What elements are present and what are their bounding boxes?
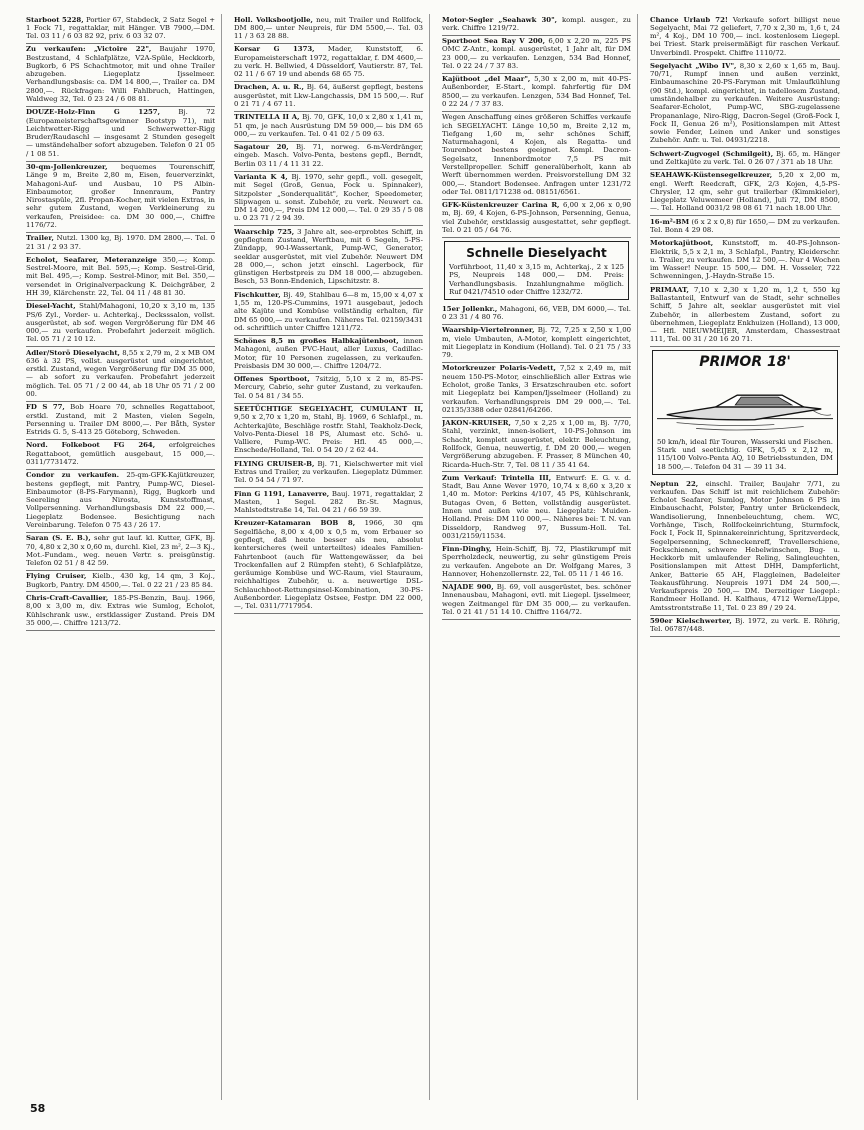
ad-text: Bob Hoare 70, schnelles Regattaboot, erstkl. Zustand, mit 2 Masten, vielen Segeln, Persenning u. Trailer DM 8000,—. Per Båth, Syster Estrids G. 5, S-413 25 Göteborg, Schweden. bbox=[26, 403, 215, 437]
classified-ad bbox=[442, 303, 631, 325]
ad-headline: Diesel-Yacht, bbox=[26, 302, 76, 311]
column-4 bbox=[650, 14, 846, 1100]
ad-text: Baujahr 1970, Bestzustand, 4 Schlafplätze, V2A-Spüle, Heckkorb, Bugkorb, 6 PS Schachtmotor, mit und ohne Trailer abzugeben. Liegeplatz Ijsselmeer. Verhandlungsbasis: ca. DM 14 800,—, Trailer ca. DM 2800,—. Rückfragen: Willi Fahlbruch, Hattingen, Waldweg 32, Tel. 0 23 24 / 6 08 81. bbox=[26, 45, 215, 104]
boxed-ad-title: PRIMOR 18' bbox=[699, 354, 791, 371]
ad-text: (6 x 2 x 0,8) für 1650,— DM zu verkaufen. Tel. Bonn 4 29 08. bbox=[650, 217, 840, 234]
ad-headline: Drachen, A. u. R., bbox=[234, 83, 304, 92]
ad-headline: Neptun 22, bbox=[650, 479, 699, 488]
boxed-ad-schnelle-dieselyacht bbox=[444, 241, 629, 301]
ad-headline: FD S 77, bbox=[26, 403, 65, 412]
ad-text: Kielb., 430 kg, 14 qm, 3 Koj., Bugkorb, Pantry. DM 4500,—. Tel. 0 22 21 / 23 85 84. bbox=[26, 572, 215, 589]
ad-headline: Motorkreuzer Polaris-Vedett, bbox=[442, 364, 556, 373]
classified-ad bbox=[234, 82, 423, 112]
ad-headline: Finn-Dinghy, bbox=[442, 545, 492, 554]
ad-text: bequemes Tourenschiff, Länge 9 m, Breite 2,80 m, Eisen, feuerverzinkt, Mahagoni-Auf- und Ausbau, 10 PS Albin-Einbaumotor, großer Innenraum, Pantry Nirostaspüle, 2fl. Propan-Kocher, mit vielen Extras, in sehr gutem Zustand, wegen Verkleinerung zu verkaufen, Preisidee: ca. DM 30 000,—, Chiffre 1176/72. bbox=[26, 163, 215, 229]
ad-text: 8,55 x 2,79 m, 2 x MB OM 636 à 32 PS, vollst. ausgerüstet und eingerichtet, erstkl. Zustand, wegen Vergrößerung für DM 35 000,— ab sofort zu verkaufen. Probefahrt jederzeit möglich. Tel. 05 71 / 2 00 44, ab 18 Uhr 05 71 / 2 00 00. bbox=[26, 348, 215, 399]
classified-ad bbox=[650, 284, 840, 347]
classified-ad bbox=[234, 226, 423, 289]
classified-ad bbox=[650, 616, 840, 638]
classified-ad bbox=[442, 200, 631, 238]
ad-text: 350,—; Komp. Sestrel-Moore, mit Bel. 595,—; Komp. Sestrel-Grid, mit Bel. 495,—; Komp. Sestrel-Minor, mit Bel. 350,— versendet in Originalverpackung K. Deichgräber, 2 HH 39, Klärchenstr. 22, Tel. 04 11 / 48 81 30. bbox=[26, 255, 215, 297]
ad-text: Bj. 65, m. Hänger und Zeltkajüte zu verk. Tel. 0 26 07 / 371 ab 18 Uhr. bbox=[650, 149, 840, 166]
ad-headline: NAJADE 900, bbox=[442, 583, 494, 592]
ad-text: kompl. ausger., zu verk. Chiffre 1219/72. bbox=[442, 15, 631, 32]
column-2 bbox=[234, 14, 430, 1100]
classified-ad bbox=[442, 544, 631, 582]
ad-text: Bj. 71, norweg. 6-m-Verdränger, eingeb. Masch. Volvo-Penta, bestens gepfl., Berndt, Berlin 03 11 / 4 11 31 22. bbox=[234, 143, 423, 168]
ad-headline: Motor-Segler „Seahawk 30", bbox=[442, 15, 558, 24]
motorboat-illustration-icon bbox=[657, 373, 833, 435]
classified-ad bbox=[442, 325, 631, 363]
ad-headline: 30-qm-Jollenkreuzer, bbox=[26, 163, 108, 171]
ad-text: neu, mit Trailer und Rollfock, DM 800,— unter Neupreis, für DM 5500,—. Tel. 03 11 / 3 63 28 88. bbox=[234, 15, 423, 41]
ad-headline: Saran (S. E. B.), bbox=[26, 534, 91, 543]
ad-text: Wegen Anschaffung eines größeren Schiffes verkaufe ich SEGELYACHT. Länge 10,50 m, Breite 2,12 m, Tiefgang 1,60 m, sehr schönes Schiff, Naturmahagoni, 4 Kojen, als Regatta- und Tourenboot bestens geeignet. Kompl. Dacron-Segelsatz, Innenbordmotor 7,5 PS mit Verstellpropeller. Schiff generalüberholt, kann ab Werft übernommen werden. Preisvorstellung DM 32 000,—. Standort Bodensee. Anfragen unter 1231/72 oder Tel. 0811/171238 od. 08151/6561. bbox=[442, 113, 631, 196]
ad-headline: Waarship-Viertelronner, bbox=[442, 326, 535, 335]
ad-headline: Kreuzer-Katamaran BOB 8, bbox=[234, 519, 356, 528]
ad-headline: 15er Jollenkr., bbox=[442, 304, 498, 313]
ad-headline: SEETÜCHTIGE SEGELYACHT, CUMULANT II, bbox=[234, 405, 423, 414]
ad-text: Bj. 1972, zu verk. E. Röhrig, Tel. 06787/448. bbox=[650, 617, 840, 634]
classified-ad bbox=[234, 142, 423, 172]
classified-ad bbox=[650, 148, 840, 170]
classified-ad bbox=[26, 301, 215, 347]
ad-headline: GFK-Küstenkreuzer Carina R, bbox=[442, 201, 560, 210]
boxed-ad-title: Schnelle Dieselyacht bbox=[466, 245, 607, 260]
ad-headline: Motorkajütboot, bbox=[650, 239, 714, 248]
classified-ad bbox=[234, 172, 423, 227]
ad-text: Stahl/Mahagoni, 10,20 x 3,10 m, 135 PS/6 Zyl., Vorder- u. Achterkaj., Decksssalon, vollst. ausgerüstet, ab sof. wegen Vergrößerung für DM 46 000,— zu verkaufen. Probefahrt jederzeit möglich. Tel. 05 71 / 2 10 12. bbox=[26, 302, 215, 344]
column-1 bbox=[26, 14, 222, 1100]
ad-headline: Korsar G 1373, bbox=[234, 45, 315, 54]
classified-ad bbox=[442, 36, 631, 74]
ad-headline: Chris-Craft-Cavallier, bbox=[26, 593, 109, 602]
classified-ad bbox=[26, 402, 215, 440]
boxed-ad-primor bbox=[652, 350, 838, 475]
classified-ad bbox=[234, 289, 423, 335]
ad-text: einschl. Trailer, Baujahr 7/71, zu verkaufen. Das Schiff ist mit reichlichem Zubehör: Echolot Seafarer, Sumlog, Motor Johnson 6 PS im Einbauschacht, Polster, Pantry unter Brückendeck, Wandisolierung, Innenbeleuchtung, chem. WC, Vorhänge, Tisch, Rollfockeinrichtung, Sturmfock, Fock I, Fock II, Spinnakereinrichtung, Spritzverdeck, Segelpersenning, Schneckenreff, Travellerschiene, Fockschienen, schwere Hebelwinschen, Bug- u. Heckkorb mit umlaufender Reling, Salingleuchten, Positionslampen mit Attest DHH, Dampferlicht, Anker, Batterie 65 AH, Flaggleinen, Badeleiter Teakausführung. Neupreis 1971 DM 24 500,—. Verkaufspreis 20 500,— DM. Derzeitiger Liegepl.: Randmeer Holland. H. Kalfhaus, 4712 Werne/Lippe, Amtsstrontstraße 11, Tel. 0 23 89 / 29 24. bbox=[650, 479, 840, 612]
ad-headline: Zu verkaufen: „Victoire 22", bbox=[26, 45, 152, 54]
classified-ad bbox=[26, 233, 215, 255]
ad-headline: DOUZE-Holz-Finn G 1257, bbox=[26, 108, 160, 117]
classified-ad bbox=[442, 74, 631, 112]
ad-text: erfolgreiches Regattaboot, gemütlich ausgebaut, 15 000,—. 0311/7731472. bbox=[26, 441, 215, 466]
ad-headline: Schönes 8,5 m großes Halbkajütenboot, bbox=[234, 337, 399, 346]
ad-headline: Flying Cruiser, bbox=[26, 572, 87, 581]
ad-headline: Segelyacht „Wibo IV", bbox=[650, 61, 737, 70]
ad-text: Bj. 69, voll ausgerüstet, bes. schöner Innenausbau, Mahagoni, evtl. mit Liegepl. Ijsselmeer, wegen Zeitmangel für DM 35 000,— zu verkaufen. Tel. 0 21 41 / 51 14 10. Chiffre 1164/72. bbox=[442, 583, 631, 617]
ad-text: 7sitzig, 5,10 x 2 m, 85-PS-Mercury, Cabrio, sehr guter Zustand, zu verkaufen. Tel. 0 54 81 / 34 55. bbox=[234, 375, 423, 400]
classified-ad bbox=[650, 238, 840, 284]
ad-headline: FLYING CRUISER-B, bbox=[234, 459, 315, 468]
ad-headline: Condor zu verkaufen. bbox=[26, 471, 120, 480]
ad-headline: Chance Urlaub 72! bbox=[650, 15, 728, 24]
classified-ad bbox=[26, 533, 215, 571]
ad-headline: Zum Verkauf: Trintella III, bbox=[442, 473, 552, 482]
ad-text: Bj. 64, äußerst gepflegt, bestens ausgerüstet, mit Lkw-Langchassis, DM 15 500,—. Ruf 0 21 71 / 4 67 11. bbox=[234, 83, 423, 109]
ad-text: Mahagoni, 66, VEB, DM 6000,—. Tel. 0 23 31 / 4 80 76. bbox=[442, 304, 631, 322]
classified-ad bbox=[26, 592, 215, 630]
classified-ad bbox=[650, 60, 840, 148]
classified-ad bbox=[234, 488, 423, 518]
ad-text: 7,10 x 2,30 x 1,20 m, 1,2 t, 550 kg Ballastanteil, Entwurf van de Stadt, sehr schnelles Schiff, 5 Jahre alt, seeklar ausgerüstet mit viel Zubehör, in allerbestem Zustand, sofort zu übernehmen, Liegeplatz Enkhuizen (Holland), 13 000,— Hfl. NIEUWMEIJER, Amsterdam, Chassestraat 111, Tel. 00 31 / 20 16 20 71. bbox=[650, 285, 840, 344]
classified-ad bbox=[26, 571, 215, 593]
ad-text: Portier 67, Stabdeck, 2 Satz Segel + 1 Fock 71, regattaklar, mit Hänger. VB 7900,—DM. Tel. 03 11 / 6 03 82 92, priv. 6 03 32 07. bbox=[26, 15, 215, 41]
ad-text: 6,00 x 2,06 x 0,90 m, Bj. 69, 4 Kojen, 6-PS-Johnson, Persenning, Genua, viel Zubehör, erstklassig ausgestattet, sehr gepflegt. Tel. 0 21 05 / 64 76. bbox=[442, 201, 631, 234]
ad-headline: Holl. Volksbootjolle, bbox=[234, 15, 313, 24]
ad-headline: PRIMAAT, bbox=[650, 285, 689, 294]
ad-headline: Echolot, Seafarer, Meteranzeige bbox=[26, 255, 158, 264]
ad-headline: Fischkutter, bbox=[234, 290, 281, 299]
classified-ad bbox=[26, 470, 215, 533]
ad-text: 6,00 x 2,20 m, 225 PS OMC Z-Antr., kompl. ausgerüstet, 1 Jahr alt, für DM 23 000,— zu verkaufen. Lenzgen, 534 Bad Honnef, Tel. 0 22 24 / 7 37 83. bbox=[442, 37, 631, 70]
ad-headline: TRINTELLA II A, bbox=[234, 113, 300, 122]
ad-text: innen Mahagoni, außen PVC-Haut, aller Luxus, Cadillac-Motor, für 10 Personen zugelassen, zu verkaufen. Preisbasis DM 30 000,—. Chiffre 1204/72. bbox=[234, 337, 423, 370]
ad-headline: JAKON-KRUISER, bbox=[442, 419, 511, 428]
classified-ad bbox=[234, 404, 423, 459]
ad-columns bbox=[26, 14, 846, 1100]
classified-ad bbox=[234, 374, 423, 404]
ad-text: Bj. 72, 7,25 x 2,50 x 1,00 m, viele Umbauten, A-Motor, komplett eingerichtet, mit Liegeplatz in Kondium (Holland). Tel. 0 21 75 / 33 79. bbox=[442, 326, 631, 360]
classified-ad bbox=[26, 44, 215, 107]
classified-ad bbox=[234, 14, 423, 44]
ad-headline: 590er Kielschwerter, bbox=[650, 617, 732, 626]
classified-ad bbox=[650, 478, 840, 616]
classified-ad bbox=[234, 336, 423, 374]
ad-text: 185-PS-Benzin, Bauj. 1966, 8,00 x 3,00 m, div. Extras wie Sumlog, Echolot, Kühlschrank usw., erstklassiger Zustand. Preis DM 35 000,—. Chiffre 1213/72. bbox=[26, 593, 215, 627]
classified-ad bbox=[650, 170, 840, 216]
classified-ad bbox=[234, 458, 423, 488]
classified-ad bbox=[442, 582, 631, 620]
ad-headline: Waarschip 725, bbox=[234, 227, 295, 236]
boxed-ad-body: Vorführboot, 11,40 x 3,15 m, Achterkaj., 2 x 125 PS, Neupreis 148 000,— DM. Preis: Verhandlungsbasis. Inzahlungnahme möglich. Ruf 0421/74510 oder Chiffre 1232/72. bbox=[449, 263, 624, 296]
ad-text: Nutzl. 1300 kg, Bj. 1970. DM 2800,—. Tel. 0 21 31 / 2 93 37. bbox=[26, 234, 215, 251]
classified-ad bbox=[442, 418, 631, 473]
ad-headline: 16-m²-BM bbox=[650, 217, 690, 226]
ad-headline: Nord. Folkeboot FG 264, bbox=[26, 441, 156, 450]
ad-text: 25-qm-GFK-Kajütkreuzer, bestens gepflegt, mit Pantry, Pump-WC, Diesel-Einbaumotor (8-PS-Farymann), Rigg, Bugkorb und Seereling aus Nirosta, Kunststoffmast, Vollpersenning. Verhandlungsbasis DM 22 000,—. Liegeplatz Bodensee. Besichtigung nach Vereinbarung. Telefon 0 75 43 / 26 17. bbox=[26, 471, 215, 529]
classified-ad bbox=[234, 112, 423, 142]
ad-text: Bauj. 1971, regattaklar, 2 Masten, 1 Segel. 282 Br.-St. Magnus, Mahlstedtstraße 14, Tel. 04 21 / 66 59 39. bbox=[234, 489, 423, 515]
classified-ad bbox=[234, 44, 423, 82]
ad-headline: Sagatour 20, bbox=[234, 143, 289, 152]
ad-text: Bj. 71, Kielschwerter mit viel Extras und Trailer, zu verkaufen. Liegeplatz Dümmer. Tel. 0 54 54 / 71 97. bbox=[234, 459, 423, 485]
classified-ad bbox=[26, 162, 215, 233]
boxed-ad-body: 50 km/h, ideal für Touren, Wasserski und Fischen. Stark und seetüchtig. GFK, 5,45 x 2,12 m, 115/100 Volvo-Penta AQ, 10 Betriebsstunden, DM 18 500,—. Telefon 04 31 — 39 11 34. bbox=[657, 437, 833, 471]
classified-ad bbox=[650, 216, 840, 238]
ad-headline: Finn G 1191, Lanaverre, bbox=[234, 489, 330, 498]
ad-text: 9,50 x 2,70 x 1,20 m, Stahl, Bj. 1969, 6 Schlafpl., m. Achterkajüte, Beschläge rostfr. Stahl, Teakholz-Deck, Volvo-Penta-Diesel 18 PS, Alumast etc. Schö- u. Valliere, Pump-WC. Preis: Hfl. 45 000,—. Enschede/Holland, Tel. 0 54 20 / 2 62 44. bbox=[234, 413, 423, 455]
ad-headline: Starboot 5228, bbox=[26, 15, 84, 24]
ad-headline: SEAHAWK-Küstensegelkreuzer, bbox=[650, 171, 773, 180]
column-3 bbox=[442, 14, 638, 1100]
ad-text: Bj. 72 (Europameisterschaftsgewinner Bootstyp 71), mit Leichtwetter-Rigg und Schwerwetter-Rigg Bruder/Raudaschl — insgesamt 2 Stunden gesegelt — umständehalber sofort abzugeben. Telefon 0 21 05 / 1 08 51. bbox=[26, 108, 215, 158]
ad-text: 1966, 30 qm Segelfläche, 8,00 x 4,00 x 0,5 m, vom Erbauer so gepflegt, daß heute besser als neu, absolut kentersicheres (weil unterteiltes) ideales Familien-Fahrtenboot (auch für Wattengewässer, da bei Trockenfallen auf 2 Rümpfen steht), 6 Schlafplätze, geräumige Kombüse und WC-Raum, viel Stauraum, reichhaltiges Zubehör, u. a. neuwertige DSL-Schlauchboot-Rettungsinsel-Kombination, 30-PS-Außenborder. Liegeplatz Ostsee, Festpr. DM 22 000,—, Tel. 0311/7717954. bbox=[234, 519, 423, 611]
classified-ad bbox=[442, 363, 631, 418]
ad-text: Entwurf: E. G. v. d. Stadt, Bau Anne Wever 1970, 10,74 x 8,60 x 3,20 x 1,40 m. Motor: Perkins 4/107, 45 PS, Kühlschrank, Butagas Oven, 6 Betten, vollständig ausgerüstet. Innen und außen wie neu. Liegeplatz: Muiden-Holland. Preis: DM 110 000,—. Näheres bei: T. N. van Disseldorp, Randweg 97, Bussum-Holl. Tel. 0031/2159/11534. bbox=[442, 473, 631, 540]
ad-text: Hein-Schiff, Bj. 72, Plastikrumpf mit Sperrholzdeck, neuwertig, zu sehr günstigem Preis zu verkaufen. Angebote an Dr. Wolfgang Mares, 3 Hannover, Hohenzollernstr. 22, Tel. 05 11 / 1 46 16. bbox=[442, 545, 631, 578]
ad-headline: Adler/Storö Dieselyacht, bbox=[26, 348, 120, 357]
ad-text: sehr gut lauf. kl. Kutter, GFK, Bj. 70, 4,80 x 2,30 x 0,60 m, durchl. Kiel, 23 m², 2—3 Kj., Mot.-Fundam., weg. neuen Vertr. s. preisgünstig. Telefon 02 51 / 8 42 59. bbox=[26, 534, 215, 568]
ad-text: 5,30 x 2,00 m, mit 40-PS-Außenborder, E-Start., kompl. fahrfertig für DM 8500,— zu verkaufen. Lenzgen, 534 Bad Honnef, Tel. 0 22 24 / 7 37 83. bbox=[442, 75, 631, 109]
ad-text: 3 Jahre alt, see-erprobtes Schiff, in gepflegtem Zustand, Werftbau, mit 6 Segeln, 5-PS-Zündapp, 90-l-Wassertank, Pump-WC, Generator, seeklar ausgerüstet, mit viel Zubehör. Neuwert DM 28 000,—, schon jetzt einschl. Lagerbock, für günstigen Herbstpreis zu DM 18 000,— abzugeben. Besch, 53 Bonn-Endenich, Lipschitzstr. 8. bbox=[234, 227, 423, 286]
classified-ad bbox=[442, 14, 631, 36]
classified-ad bbox=[26, 14, 215, 44]
ad-text: 8,30 x 2,60 x 1,65 m, Bauj. 70/71, Rumpf innen und außen verzinkt, Einbaumaschine 20-PS-Faryman mit Umlaufkühlung (90 Std.), kompl. eingerichtet, in tadellosem Zustand, umständehalber zu verkaufen. Weitere Ausrüstung: Seafarer-Echolot, Pump-WC, SBG-zugelassene Propananlage, Niro-Rigg, Dacron-Segel (Groß-Fock I, Fock II, Genua 26 m²), Positionslampen mit Attest sowie Fender, Leinen und Anker und sonstiges Zubehör. Anfr. u. Tel. 04931/2218. bbox=[650, 61, 840, 145]
classified-ad bbox=[26, 440, 215, 470]
ad-text: 5,20 x 2,00 m, engl. Werft Reedcraft, GFK, 2/3 Kojen, 4,5-PS-Chrysler, 12 qm, sehr gut trailerbar (Kimmkieler), Liegeplatz Veluwemeer (Holland), Juli 72, DM 8500,—. Tel. Holland 0031/2 98 08 61 71 nach 18.00 Uhr. bbox=[650, 171, 840, 213]
ad-text: Bj. 49, Stahlbau 6—8 m, 15,00 x 4,07 x 1,55 m, 120-PS-Cummins, 1971 ausgebaut, jedoch alte Kajüte und Kombüse vollständig erhalten, für DM 65 000,— zu verkaufen. Näheres Tel. 02159/3431 od. schriftlich unter Chiffre 1211/72. bbox=[234, 290, 423, 332]
ad-headline: Sportboot Sea Ray V 200, bbox=[442, 37, 545, 46]
ad-headline: Schwert-Zugvogel (Schmilgeit), bbox=[650, 149, 774, 158]
classified-ad bbox=[650, 14, 840, 60]
ad-text: Bj. 1970, sehr gepfl., voll. gesegelt, mit Segel (Groß, Genua, Fock u. Spinnaker), Sitzpolster „Sonderqualität", Kocher, Speedometer, Slipwagen u. sonst. Zubehör, zu verk. Neuwert ca. DM 14 200,—, Preis DM 12 000,—. Tel. 0 29 35 / 5 08 u. 0 23 71 / 2 94 39. bbox=[234, 173, 423, 223]
ad-text: 7,52 x 2,49 m, mit neuem 150-PS-Motor, einschließlich aller Extras wie Echolot, große Tanks, 3 Ersatzschrauben etc. sofort mit Liegeplatz bei Kampen/Ijsselmeer (Holland) zu verkaufen. Verhandlungspreis DM 29 000,—. Tel. 02135/3388 oder 02841/64266. bbox=[442, 364, 631, 414]
ad-text: 7,50 x 2,25 x 1,00 m, Bj. 7/70, Stahl, verzinkt, innen-isoliert, 10-PS-Johnson im Schacht, komplett ausgerüstet, elektr. Beleuchtung, Rollfock, Genua, neuwertig, f. DM 20 000,— wegen Vergrößerung abzugeben. F. Prasser, 8 München 40, Ricarda-Huch-Str. 7, Tel. 08 11 / 35 41 64. bbox=[442, 419, 631, 469]
ad-headline: Varianta K 4, bbox=[234, 173, 288, 181]
classified-ad bbox=[26, 347, 215, 402]
classified-ad bbox=[442, 112, 631, 200]
ad-text: Kunststoff, m. 40-PS-Johnson-Elektrik, 5,5 x 2,1 m, 3 Schlafpl., Pantry, Kleiderschr. u. Trailer, zu verkaufen. DM 12 500,—. Nur 4 Wochen im Wasser! Neupr. 15 500,— DM. H. Vosseler, 722 Schwenningen, J.-Haydn-Straße 15. bbox=[650, 239, 840, 281]
page-number: 58 bbox=[30, 1102, 46, 1115]
ad-text: Bj. 70, GFK, 10,0 x 2,80 x 1,41 m, 51 qm, je nach Ausrüstung DM 59 000,— bis DM 65 000,— zu verkaufen. Tel. 0 41 02 / 5 09 63. bbox=[234, 113, 423, 138]
ad-headline: Offenes Sportboot, bbox=[234, 375, 310, 384]
classified-ad bbox=[26, 254, 215, 300]
ad-text: Mader, Kunststoff, 6. Europameisterschaft 1972, regattaklar, f. DM 4600,— zu verk. H. Bellwied, 4 Düsseldorf, Vautierstr. 87, Tel. 02 11 / 6 67 19 und abends 68 65 75. bbox=[234, 45, 423, 79]
classified-ad bbox=[234, 518, 423, 614]
classified-ad bbox=[442, 472, 631, 543]
classified-ad bbox=[26, 107, 215, 162]
ad-headline: Trailer, bbox=[26, 234, 54, 243]
ad-text: Verkaufe sofort billigst neue Segelyacht, Mai 72 geliefert, 7,70 x 2,30 m, 1,6 t, 24 m², 4 Koj., DM 10 700,— incl. kostenlosem Liegepl. bei Triest. Stark preisermäßigt für raschen Verkauf. Unverbindl. Prospekt. Chiffre 1110/72. bbox=[650, 15, 840, 57]
ad-headline: Kajütboot „del Maar", bbox=[442, 75, 531, 84]
